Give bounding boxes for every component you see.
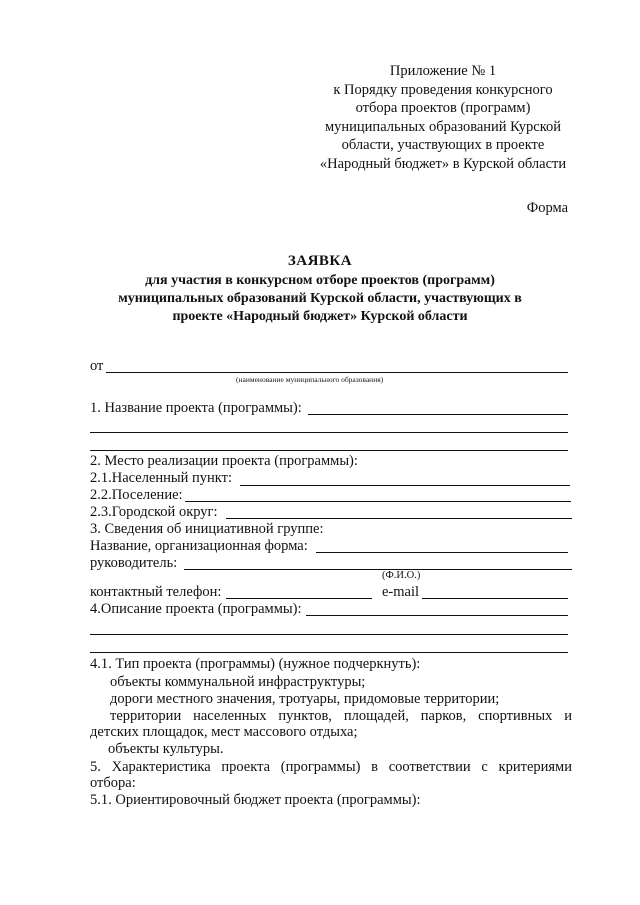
type-option-territories[interactable]: территории населенных пунктов, площадей, парков, спортивных и bbox=[110, 708, 572, 724]
from-caption: (наименование муниципального образования) bbox=[236, 375, 384, 384]
org-name-field[interactable] bbox=[316, 552, 568, 553]
project-name-label: 1. Название проекта (программы): bbox=[90, 400, 302, 416]
form-label: Форма bbox=[526, 200, 568, 216]
phone-field[interactable] bbox=[226, 598, 372, 599]
from-label: от bbox=[90, 358, 104, 374]
phone-label: контактный телефон: bbox=[90, 584, 222, 600]
project-name-field[interactable] bbox=[308, 414, 568, 415]
description-field[interactable] bbox=[306, 615, 568, 616]
appendix-line: области, участвующих в проекте bbox=[341, 137, 545, 153]
appendix-header bbox=[300, 62, 586, 173]
settlement-point-label: 2.1.Населенный пункт: bbox=[90, 470, 233, 486]
settlement-field[interactable] bbox=[185, 501, 571, 502]
project-name-field-line[interactable] bbox=[90, 432, 568, 433]
budget-label: 5.1. Ориентировочный бюджет проекта (программы): bbox=[90, 792, 421, 808]
city-district-label: 2.3.Городской округ: bbox=[90, 504, 218, 520]
title-line: проекте «Народный бюджет» Курской области bbox=[172, 309, 468, 324]
description-field-line[interactable] bbox=[90, 652, 568, 653]
document-title: ЗАЯВКА bbox=[287, 253, 353, 269]
email-label: e-mail bbox=[382, 584, 420, 600]
appendix-title: Приложение № 1 bbox=[389, 63, 497, 79]
criteria-label-cont: отбора: bbox=[90, 775, 136, 791]
type-option-roads[interactable]: дороги местного значения, тротуары, придомовые территории; bbox=[110, 691, 500, 707]
description-field-line[interactable] bbox=[90, 634, 568, 635]
type-option-culture[interactable]: объекты культуры. bbox=[108, 741, 224, 757]
email-field[interactable] bbox=[422, 598, 568, 599]
appendix-line: муниципальных образований Курской bbox=[324, 118, 562, 135]
criteria-label: 5. Характеристика проекта (программы) в соответствии с критериями bbox=[90, 759, 572, 775]
place-label: 2. Место реализации проекта (программы): bbox=[90, 453, 358, 469]
city-district-field[interactable] bbox=[226, 518, 572, 519]
head-field[interactable] bbox=[184, 569, 572, 570]
description-label: 4.Описание проекта (программы): bbox=[90, 601, 302, 617]
appendix-line: отбора проектов (программ) bbox=[355, 100, 531, 116]
type-option-territories-cont: детских площадок, мест массового отдыха; bbox=[90, 724, 358, 740]
org-name-label: Название, организационная форма: bbox=[90, 538, 308, 554]
from-field[interactable] bbox=[106, 372, 568, 373]
title-line: муниципальных образований Курской области, участвующих в bbox=[118, 291, 522, 306]
type-label: 4.1. Тип проекта (программы) (нужное подчеркнуть): bbox=[90, 656, 421, 672]
title-line: для участия в конкурсном отборе проектов (программ) bbox=[145, 273, 495, 288]
settlement-point-field[interactable] bbox=[240, 485, 570, 486]
head-label: руководитель: bbox=[90, 555, 178, 571]
appendix-line: к Порядку проведения конкурсного bbox=[333, 81, 553, 98]
project-name-field-line[interactable] bbox=[90, 450, 568, 451]
initiative-group-label: 3. Сведения об инициативной группе: bbox=[90, 521, 324, 537]
fio-caption: (Ф.И.О.) bbox=[382, 570, 421, 581]
type-option-utilities[interactable]: объекты коммунальной инфраструктуры; bbox=[110, 674, 366, 690]
settlement-label: 2.2.Поселение: bbox=[90, 487, 183, 503]
appendix-line: «Народный бюджет» в Курской области bbox=[319, 155, 567, 172]
